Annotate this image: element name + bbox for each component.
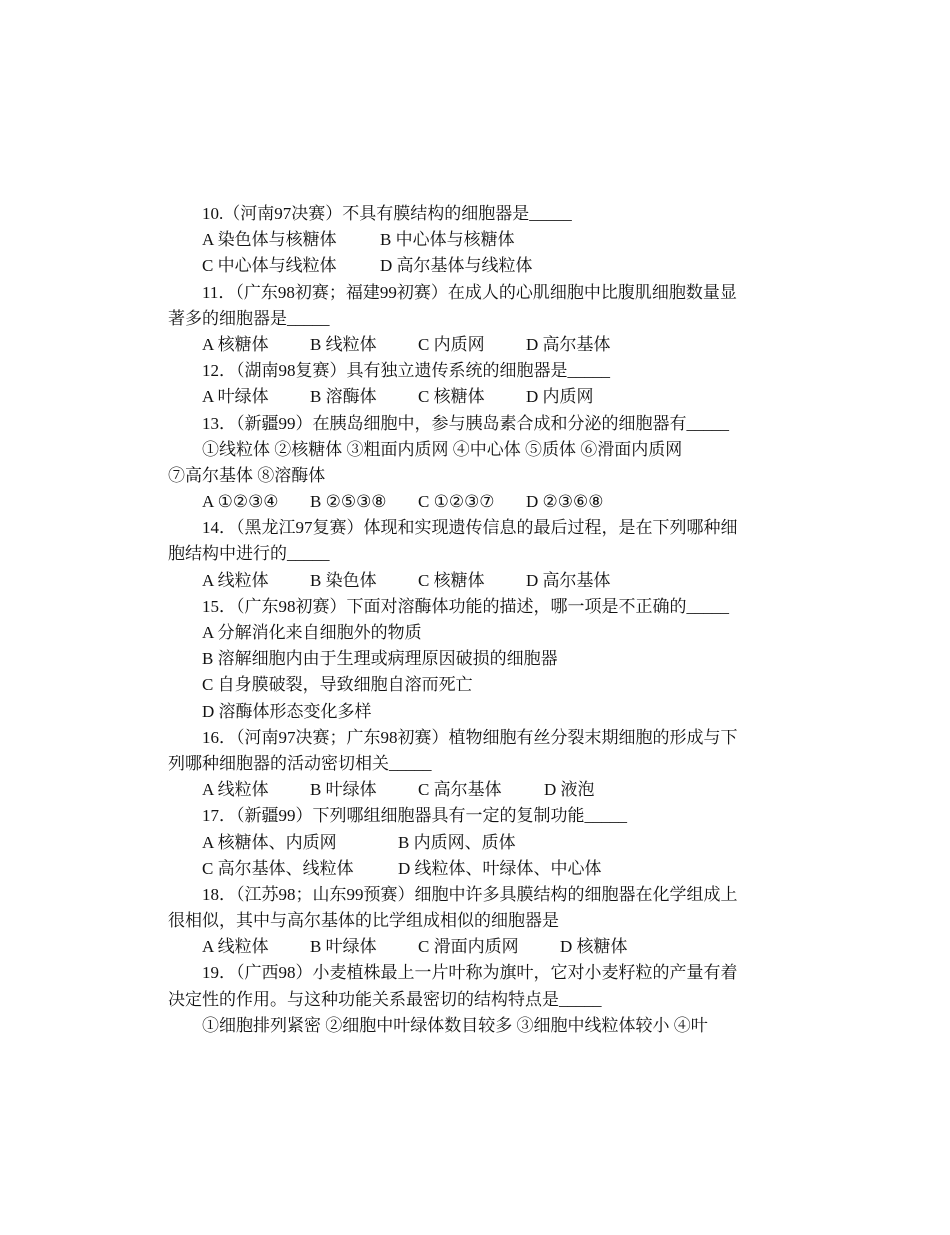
question-stem: ⑦高尔基体 ⑧溶酶体 bbox=[168, 465, 326, 485]
option-b: B 染色体 bbox=[310, 570, 377, 590]
option-row bbox=[168, 489, 788, 515]
question-17 bbox=[168, 803, 788, 882]
option-c: C 内质网 bbox=[418, 334, 485, 354]
option-c: C 滑面内质网 bbox=[418, 937, 519, 957]
option-d: D 线粒体、叶绿体、中心体 bbox=[398, 858, 602, 878]
option-d: D 内质网 bbox=[526, 387, 594, 407]
question-stem: 列哪种细胞器的活动密切相关_____ bbox=[168, 753, 432, 773]
option-row bbox=[168, 384, 788, 410]
question-16 bbox=[168, 725, 788, 804]
question-stem: ①细胞排列紧密 ②细胞中叶绿体数目较多 ③细胞中线粒体较小 ④叶 bbox=[202, 1015, 708, 1035]
question-stem: 18．（江苏98；山东99预赛）细胞中许多具膜结构的细胞器在化学组成上 bbox=[202, 884, 738, 904]
option-row bbox=[168, 934, 788, 960]
option-d: D ②③⑥⑧ bbox=[526, 492, 604, 512]
option-a: A 染色体与核糖体 bbox=[202, 230, 337, 250]
question-stem: 14．（黑龙江97复赛）体现和实现遗传信息的最后过程，是在下列哪种细 bbox=[202, 518, 738, 538]
option-d: D 核糖体 bbox=[560, 937, 628, 957]
question-15 bbox=[168, 594, 788, 725]
option-d: D 液泡 bbox=[544, 780, 595, 800]
option-b: B 线粒体 bbox=[310, 334, 377, 354]
question-stem: 19．（广西98）小麦植株最上一片叶称为旗叶，它对小麦籽粒的产量有着 bbox=[202, 963, 738, 983]
option-c: C 中心体与线粒体 bbox=[202, 256, 337, 276]
question-stem: 15．（广东98初赛）下面对溶酶体功能的描述，哪一项是不正确的_____ bbox=[202, 596, 729, 616]
option-d: D 高尔基体 bbox=[526, 570, 611, 590]
question-14 bbox=[168, 515, 788, 594]
option-b: B 溶酶体 bbox=[310, 387, 377, 407]
question-stem: ①线粒体 ②核糖体 ③粗面内质网 ④中心体 ⑤质体 ⑥滑面内质网 bbox=[202, 439, 683, 459]
question-stem: 著多的细胞器是_____ bbox=[168, 308, 330, 328]
option-d: D 溶酶体形态变化多样 bbox=[202, 701, 372, 721]
option-row bbox=[168, 332, 788, 358]
option-a: A 叶绿体 bbox=[202, 387, 269, 407]
option-c: C 高尔基体、线粒体 bbox=[202, 858, 354, 878]
option-row bbox=[168, 568, 788, 594]
option-a: A 核糖体 bbox=[202, 334, 269, 354]
option-row bbox=[168, 830, 788, 856]
option-c: C 高尔基体 bbox=[418, 780, 502, 800]
option-row bbox=[168, 777, 788, 803]
option-c: C 核糖体 bbox=[418, 570, 485, 590]
option-b: B ②⑤③⑧ bbox=[310, 492, 387, 512]
option-b: B 中心体与核糖体 bbox=[380, 230, 515, 250]
option-a: A 核糖体、内质网 bbox=[202, 832, 337, 852]
option-b: B 溶解细胞内由于生理或病理原因破损的细胞器 bbox=[202, 649, 558, 669]
question-stem: 12．（湖南98复赛）具有独立遗传系统的细胞器是_____ bbox=[202, 361, 610, 381]
option-b: B 叶绿体 bbox=[310, 937, 377, 957]
question-list bbox=[168, 201, 788, 1039]
option-b: B 内质网、质体 bbox=[398, 832, 516, 852]
option-a: A 分解消化来自细胞外的物质 bbox=[202, 623, 422, 642]
option-a: A 线粒体 bbox=[202, 780, 269, 800]
question-stem: 胞结构中进行的_____ bbox=[168, 544, 330, 564]
option-d: D 高尔基体 bbox=[526, 334, 611, 354]
question-stem: 16．（河南97决赛；广东98初赛）植物细胞有丝分裂末期细胞的形成与下 bbox=[202, 727, 738, 747]
question-13 bbox=[168, 411, 788, 516]
option-a: A ①②③④ bbox=[202, 492, 279, 512]
question-18 bbox=[168, 882, 788, 961]
question-stem: 决定性的作用。与这种功能关系最密切的结构特点是_____ bbox=[168, 989, 602, 1009]
question-19 bbox=[168, 960, 788, 1039]
question-10 bbox=[168, 201, 788, 280]
question-stem: 13．（新疆99）在胰岛细胞中，参与胰岛素合成和分泌的细胞器有_____ bbox=[202, 413, 729, 433]
option-c: C 核糖体 bbox=[418, 387, 485, 407]
option-a: A 线粒体 bbox=[202, 937, 269, 957]
question-stem: 11．（广东98初赛；福建99初赛）在成人的心肌细胞中比腹肌细胞数量显 bbox=[202, 282, 737, 302]
question-12 bbox=[168, 358, 788, 410]
option-c: C ①②③⑦ bbox=[418, 492, 495, 512]
question-stem: 很相似，其中与高尔基体的比学组成相似的细胞器是 bbox=[168, 911, 559, 931]
option-b: B 叶绿体 bbox=[310, 780, 377, 800]
option-a: A 线粒体 bbox=[202, 570, 269, 590]
question-stem: 10.（河南97决赛）不具有膜结构的细胞器是_____ bbox=[202, 204, 572, 223]
question-stem: 17．（新疆99）下列哪组细胞器具有一定的复制功能_____ bbox=[202, 806, 627, 826]
option-c: C 自身膜破裂，导致细胞自溶而死亡 bbox=[202, 675, 473, 695]
option-d: D 高尔基体与线粒体 bbox=[380, 256, 533, 276]
option-row bbox=[168, 227, 788, 253]
question-11 bbox=[168, 280, 788, 359]
option-row bbox=[168, 856, 788, 882]
option-row bbox=[168, 253, 788, 279]
